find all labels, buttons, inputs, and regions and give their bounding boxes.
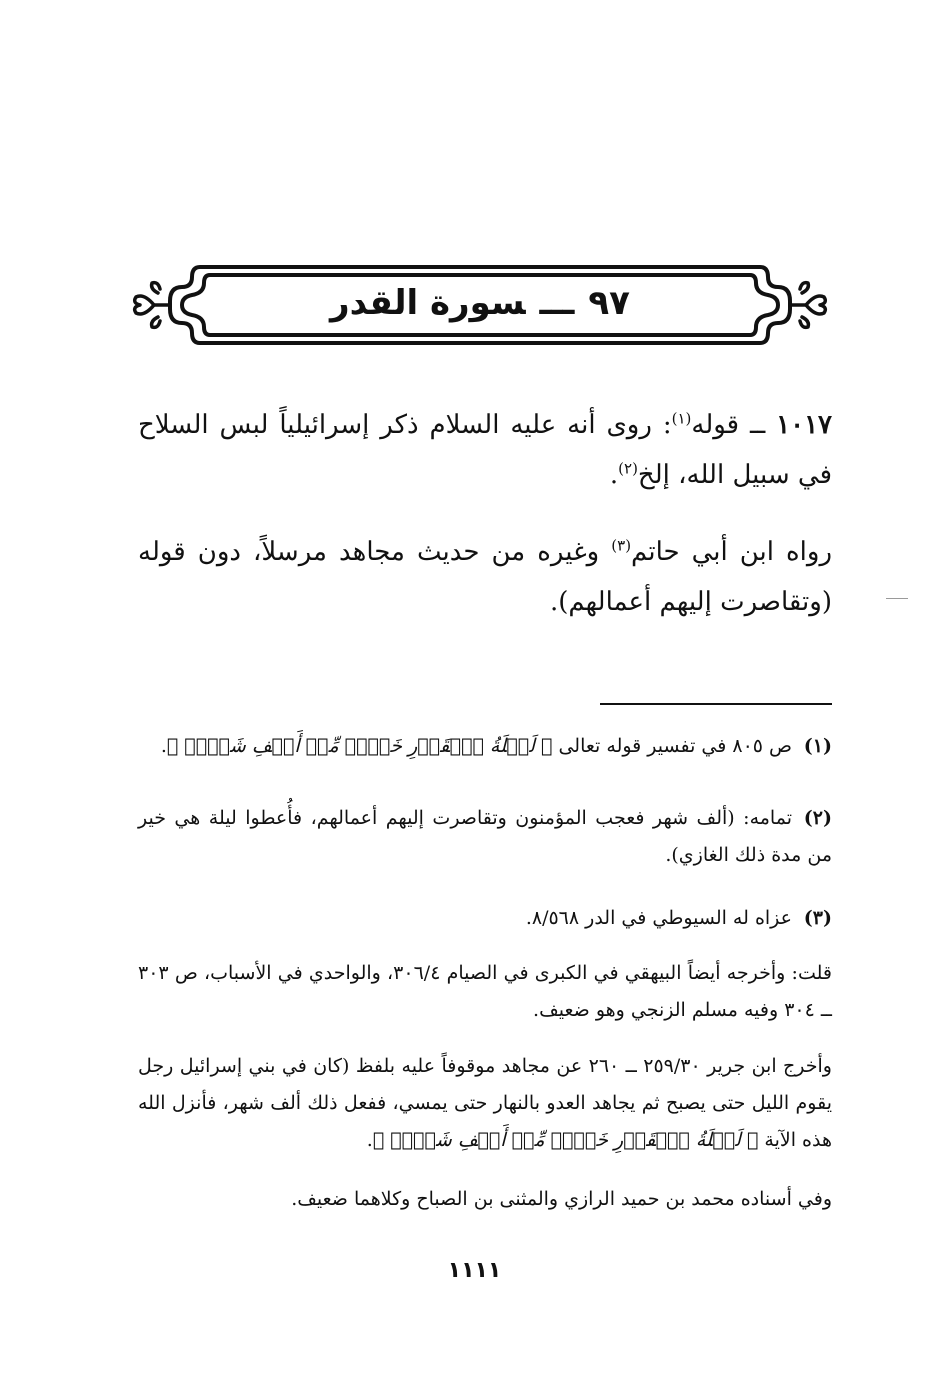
footnote-text: ص ٨٠٥ في تفسير قوله تعالى [558, 735, 792, 757]
footnote-ref-2[interactable]: (٢) [618, 459, 638, 478]
entry-paragraph [138, 400, 832, 500]
footnote-ref-1[interactable]: (١) [671, 409, 692, 428]
footnote-1 [138, 728, 832, 765]
entry-end: . [609, 460, 619, 490]
margin-mark [886, 598, 908, 599]
footnote-ref-3[interactable]: (٣) [611, 536, 632, 555]
footnote-end: . [366, 1129, 373, 1151]
surah-number: ٩٧ [588, 283, 630, 323]
surah-title-frame [130, 255, 830, 355]
footnote-end: . [160, 735, 167, 757]
footnote-3-paragraph-2: قلت: وأخرجه أيضاً البيهقي في الكبرى في الصيام ٣٠٦/٤، والواحدي في الأسباب، ص ٣٠٣ ــ ٣٠٤ وفيه مسلم الزنجي وهو ضعيف. [138, 962, 832, 1021]
takhrij-paragraph [138, 527, 832, 627]
footnote-2 [138, 800, 832, 874]
quran-verse: ﴿ لَيۡلَةُ ٱلۡقَدۡرِ خَيۡرٞ مِّنۡ أَلۡفِ شَهۡرٖ ﴾ [372, 1129, 759, 1151]
footnote-text: وأخرج ابن جرير ٢٥٩/٣٠ ــ ٢٦٠ عن مجاهد موقوفاً عليه بلفظ (كان في بني إسرائيل رجل يقوم الليل حتى يصبح ثم يجاهد العدو بالنهار حتى يمسي، ففعل ذلك ألف شهر، فأنزل الله هذه الآية [138, 1055, 833, 1151]
footnote-text: عزاه له السيوطي في الدر ٨/٥٦٨. [525, 907, 792, 929]
footnote-3 [138, 900, 832, 937]
entry-text: : روى أنه عليه السلام ذكر إسرائيلياً لبس السلاح في سبيل الله، إلخ [138, 410, 832, 490]
takhrij-text-2: وغيره من حديث مجاهد مرسلاً، دون قوله (وتقاصرت إليهم أعمالهم). [138, 537, 832, 617]
entry-lead-word: قوله [691, 410, 740, 440]
quran-verse: ﴿ لَيۡلَةُ ٱلۡقَدۡرِ خَيۡرٞ مِّنۡ أَلۡفِ شَهۡرٖ ﴾ [166, 735, 553, 757]
footnote-separator [600, 703, 832, 705]
footnote-number: (٢) [803, 807, 832, 829]
entry-dash: ــ [750, 410, 766, 440]
footnote-3-paragraph-3 [138, 1048, 872, 1159]
footnote-3-paragraph-4: وفي أسناده محمد بن حميد الرازي والمثنى بن الصباح وكلاهما ضعيف. [291, 1188, 832, 1210]
title-dash: ـــ [539, 283, 575, 323]
footnote-number: (٣) [803, 907, 832, 929]
surah-name: سورة القدر [330, 283, 526, 323]
footnote-number: (١) [803, 735, 832, 757]
takhrij-text-1: رواه ابن أبي حاتم [631, 537, 832, 567]
entry-number: ١٠١٧ [776, 410, 833, 440]
footnote-text: تمامه: (ألف شهر فعجب المؤمنون وتقاصرت إليهم أعمالهم، فأُعطوا ليلة هي خير من مدة ذلك الغازي). [138, 807, 832, 866]
surah-title [190, 275, 770, 331]
page-number: ١١١١ [447, 1258, 502, 1283]
